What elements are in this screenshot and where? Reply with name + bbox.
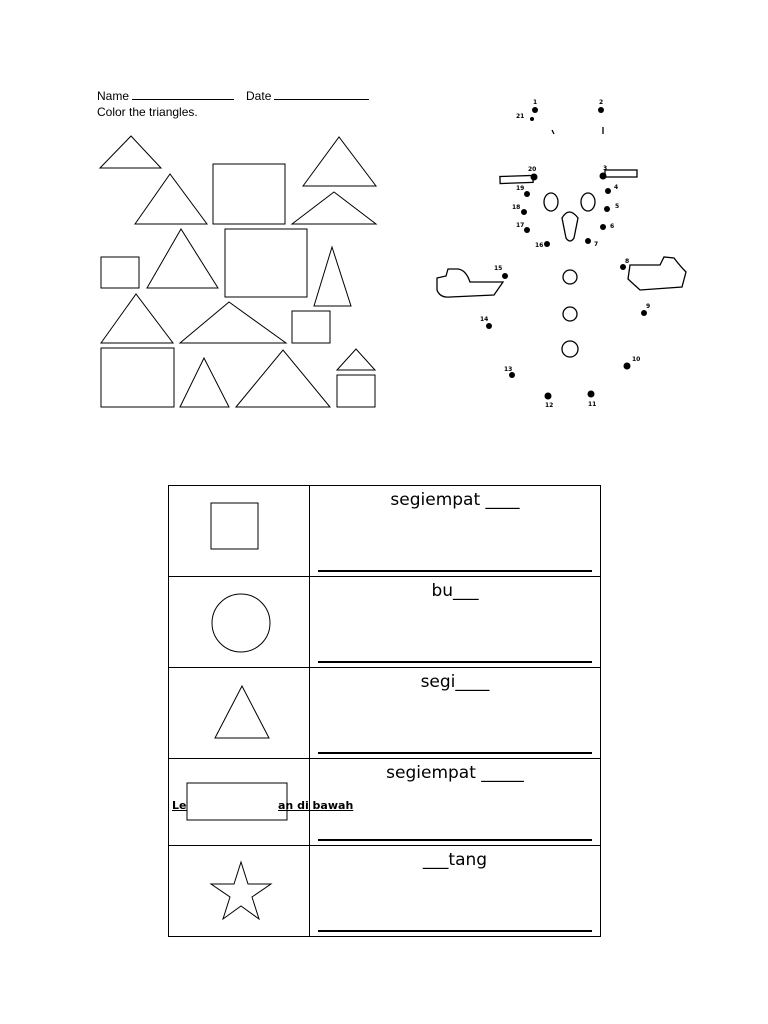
table-row <box>169 759 601 846</box>
square-shape <box>225 229 307 297</box>
square-shape <box>292 311 330 343</box>
dot-number: 17 <box>516 222 525 229</box>
answer-line[interactable] <box>318 570 592 572</box>
button-shape <box>563 270 577 284</box>
word-cell <box>310 668 601 759</box>
dot-number: 8 <box>625 258 630 265</box>
eye-shape <box>581 193 595 211</box>
shape-cell <box>169 846 310 937</box>
dot <box>502 273 508 279</box>
worksheet-header <box>97 88 369 104</box>
dot-number: 14 <box>480 316 489 323</box>
dot-number: 19 <box>516 185 525 192</box>
dot-to-dot-puzzle <box>418 85 708 415</box>
dot-number: 6 <box>610 223 615 230</box>
word-cell <box>310 486 601 577</box>
dot-number: 9 <box>646 303 651 310</box>
dot-number: 7 <box>594 241 599 248</box>
dot <box>605 188 611 194</box>
right-arm-shape <box>628 257 686 290</box>
dot-number: 2 <box>599 99 604 106</box>
dot <box>641 310 647 316</box>
shapes-worksheet <box>90 125 390 415</box>
square-icon <box>169 486 309 572</box>
eyebrow-shape <box>605 170 637 177</box>
dot-number: 13 <box>504 366 513 373</box>
button-shape <box>563 307 577 321</box>
dot-number: 1 <box>533 99 538 106</box>
dot <box>530 117 534 121</box>
dot <box>532 107 538 113</box>
dot <box>624 363 631 370</box>
eyebrow-shape <box>500 175 533 183</box>
dot-number: 18 <box>512 204 521 211</box>
dot-number: 3 <box>603 165 608 172</box>
dot <box>486 323 492 329</box>
star-icon <box>169 846 309 932</box>
dot <box>544 241 550 247</box>
dot <box>524 227 530 233</box>
triangle-shape <box>337 349 375 370</box>
dot-number: 4 <box>614 184 619 191</box>
shape-cell <box>169 577 310 668</box>
dot <box>600 224 606 230</box>
worksheet-instruction: Color the triangles. <box>97 105 198 119</box>
shape-cell <box>169 668 310 759</box>
triangle-shape <box>314 247 351 306</box>
triangle-shape <box>135 174 207 224</box>
answer-line[interactable] <box>318 661 592 663</box>
word-prompt: segiempat _____ <box>386 763 524 783</box>
dot <box>588 391 595 398</box>
word-prompt: bu___ <box>431 581 479 601</box>
circle-icon <box>169 577 309 663</box>
triangle-shape <box>100 136 161 168</box>
word-prompt: segi____ <box>420 672 490 692</box>
dot <box>585 238 591 244</box>
square-shape <box>337 375 375 407</box>
dot-number: 15 <box>494 265 503 272</box>
table-row <box>169 486 601 577</box>
name-label: Name <box>97 89 130 103</box>
eye-shape <box>544 193 558 211</box>
triangle-icon <box>169 668 309 754</box>
shape-cell <box>169 486 310 577</box>
overlay-text-left: Le <box>172 799 187 812</box>
triangle-shape <box>292 192 376 224</box>
overlay-text-right: an di bawah <box>278 799 354 812</box>
triangle-shape <box>147 229 218 288</box>
word-cell <box>278 759 601 846</box>
table-row <box>169 846 601 937</box>
dot-number: 20 <box>528 166 537 173</box>
word-cell <box>310 577 601 668</box>
date-blank <box>274 90 369 100</box>
dot-number: 5 <box>615 203 620 210</box>
dot <box>604 206 610 212</box>
dot <box>524 191 530 197</box>
dot-number: 11 <box>588 401 597 408</box>
answer-line[interactable] <box>318 930 592 932</box>
square-shape <box>101 257 139 288</box>
shape-word-table <box>168 485 601 937</box>
square-shape <box>213 164 285 224</box>
dot-number: 16 <box>535 242 544 249</box>
word-prompt: ___tang <box>422 850 488 870</box>
nose-shape <box>562 212 578 241</box>
answer-line[interactable] <box>318 839 592 841</box>
table-row <box>169 577 601 668</box>
dot <box>521 209 527 215</box>
button-shape <box>562 341 578 357</box>
dot <box>545 393 552 400</box>
table-row <box>169 668 601 759</box>
name-blank <box>132 90 234 100</box>
triangle-shape <box>236 350 330 407</box>
left-arm-shape <box>437 269 503 297</box>
square-shape <box>101 348 174 407</box>
word-cell <box>310 846 601 937</box>
answer-line[interactable] <box>318 752 592 754</box>
dot <box>598 107 604 113</box>
triangle-shape <box>180 358 229 407</box>
dot-number: 21 <box>516 113 525 120</box>
word-prompt: segiempat ____ <box>390 490 520 510</box>
date-label: Date <box>246 89 272 103</box>
triangle-shape <box>101 294 173 343</box>
triangle-shape <box>180 302 286 343</box>
dot <box>531 174 538 181</box>
triangle-shape <box>303 137 376 186</box>
dot-number: 10 <box>632 356 641 363</box>
dot-number: 12 <box>545 402 554 409</box>
